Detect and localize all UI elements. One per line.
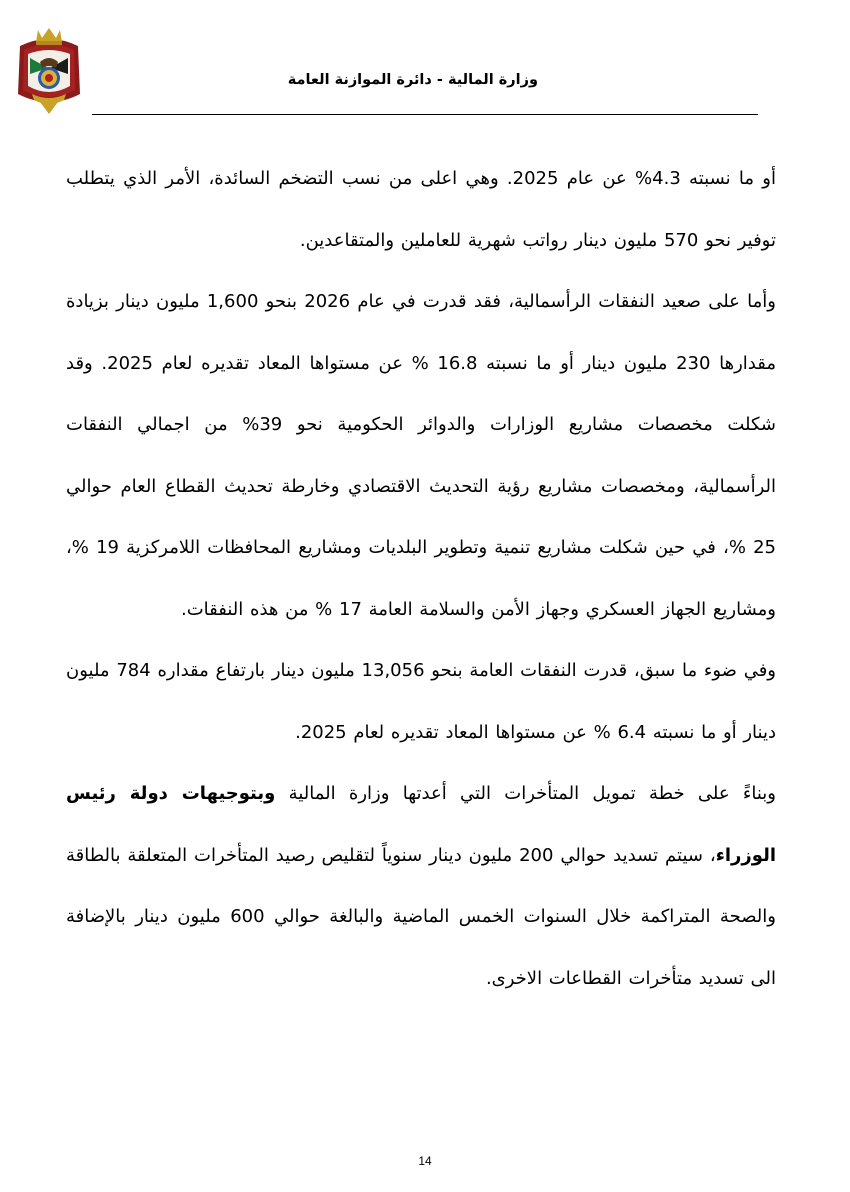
paragraph-4 bbox=[66, 763, 776, 1009]
paragraph-4-start: وبناءً على خطة تمويل المتأخرات التي أعدتها وزارة المالية bbox=[288, 783, 776, 804]
header-title: وزارة المالية - دائرة الموازنة العامة bbox=[287, 72, 538, 88]
jordan-royal-coat-of-arms-icon bbox=[14, 24, 84, 116]
paragraph-4-end: ، سيتم تسديد حوالي 200 مليون دينار سنوياً لتقليص رصيد المتأخرات المتعلقة بالطاقة والصحة المتراكمة خلال السنوات الخمس الماضية والبالغة حوالي 600 مليون دينار بالإضافة الى تسديد متأخرات القطاعات الاخرى. bbox=[66, 844, 776, 989]
paragraph-3: وفي ضوء ما سبق، قدرت النفقات العامة بنحو 13,056 مليون دينار بارتفاع مقداره 784 مليون دينار أو ما نسبته 6.4 % عن مستواها المعاد تقديره لعام 2025. bbox=[66, 660, 777, 743]
paragraph-4-bold: وبتوجيهات دولة رئيس الوزراء bbox=[66, 783, 776, 866]
paragraph-1: أو ما نسبته 4.3% عن عام 2025. وهي اعلى من نسب التضخم السائدة، الأمر الذي يتطلب توفير نحو 570 مليون دينار رواتب شهرية للعاملين والمتقاعدين. bbox=[66, 168, 776, 251]
paragraph-2: وأما على صعيد النفقات الرأسمالية، فقد قدرت في عام 2026 بنحو 1,600 مليون دينار بزيادة مقدارها 230 مليون دينار أو ما نسبته 16.8 % عن مستواها المعاد تقديره لعام 2025. وقد شكلت مخصصات مشاريع الوزارات والدوائر الحكومية نحو 39% من اجمالي النفقات الرأسمالية، ومخصصات مشاريع رؤية التحديث الاقتصادي وخارطة تحديث القطاع العام حوالي 25 %، في حين شكلت مشاريع تنمية وتطوير البلديات ومشاريع المحافظات اللامركزية 19 %، ومشاريع الجهاز العسكري وجهاز الأمن والسلامة العامة 17 % من هذه النفقات. bbox=[66, 291, 776, 620]
header-divider bbox=[92, 114, 758, 115]
page-number: 14 bbox=[418, 1154, 432, 1168]
document-body bbox=[66, 148, 776, 1009]
